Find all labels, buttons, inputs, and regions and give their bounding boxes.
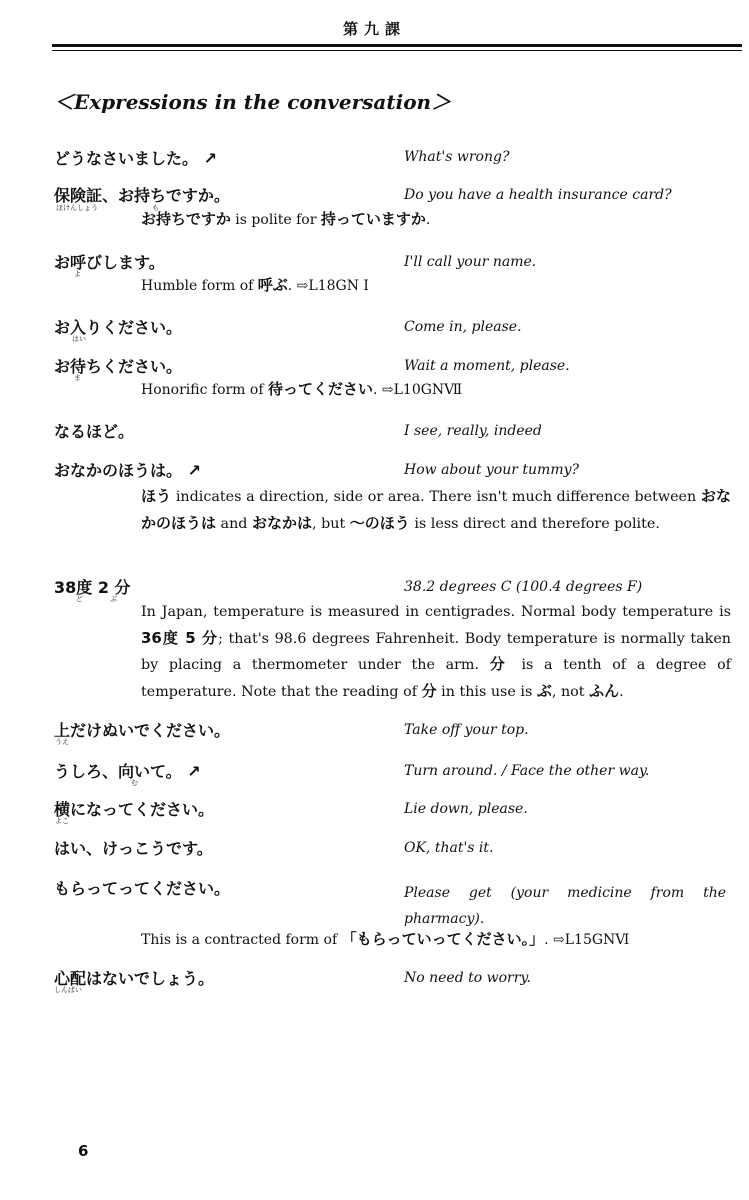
furigana: む — [131, 779, 138, 787]
expression-jp: 横になってください。 — [54, 800, 215, 819]
expression-note: This is a contracted form of 「もらっていってください。」. ⇨L15GNⅥ — [141, 930, 630, 948]
furigana: はい — [72, 335, 86, 343]
furigana: しんぱい — [54, 986, 82, 994]
header-rule-thick — [52, 44, 742, 47]
expression-jp: 上だけぬいでください。 — [54, 721, 231, 740]
expression-en: What's wrong? — [404, 149, 510, 165]
furigana: よこ — [55, 817, 69, 825]
expression-en: Take off your top. — [404, 722, 529, 738]
furigana: ぶ — [110, 595, 117, 603]
expression-en: Please get (your medicine from the pharmacy). — [404, 885, 726, 927]
header-rule-thin — [52, 50, 742, 51]
expression-en: How about your tummy? — [404, 462, 580, 478]
expression-en: OK, that's it. — [404, 840, 494, 856]
expression-jp: お待ちください。 — [54, 357, 183, 376]
expression-jp: お呼びします。 — [54, 253, 165, 272]
expression-jp: うしろ、向いて。 ↗ — [54, 762, 201, 781]
expression-note: Honorific form of 待ってください. ⇨L10GNⅦ — [141, 380, 463, 398]
expression-jp: はい、けっこうです。 — [54, 839, 213, 858]
expression-en: I'll call your name. — [404, 254, 537, 270]
chapter-header: 第九課 — [342, 20, 406, 38]
section-title: ＜Expressions in the conversation＞ — [54, 90, 452, 114]
expression-en: Turn around. / Face the other way. — [404, 763, 650, 779]
expression-note: お持ちですか is polite for 持っていますか. — [141, 210, 431, 228]
expression-en: Do you have a health insurance card? — [404, 187, 672, 203]
expression-jp: 38度 2 分 — [54, 578, 131, 597]
expression-jp: おなかのほうは。 ↗ — [54, 461, 201, 480]
expression-jp: なるほど。 — [54, 422, 135, 441]
furigana: よ — [74, 270, 81, 278]
expression-en: 38.2 degrees C (100.4 degrees F) — [404, 579, 643, 595]
furigana: ど — [76, 595, 83, 603]
furigana: ま — [74, 374, 81, 382]
expression-note: ほう indicates a direction, side or area. There isn't much difference between おなかのほうは and おなかは, but ～のほう is less direct and therefore polite. — [141, 487, 731, 532]
expression-jp: 保険証、お持ちですか。 — [54, 186, 230, 205]
expression-en: No need to worry. — [404, 970, 531, 986]
furigana: も — [152, 204, 159, 212]
page-number: 6 — [78, 1142, 89, 1160]
expression-jp: お入りください。 — [54, 318, 183, 337]
expression-note: In Japan, temperature is measured in centigrades. Normal body temperature is 36度 5 分; that's 98.6 degrees Fahrenheit. Body temperature is normally taken by placing a thermometer under the arm. 分 is a tenth of a degree of temperature. Note that the reading of 分 in this use is ぶ, not ふん. — [141, 604, 731, 700]
expression-en: Lie down, please. — [404, 801, 528, 817]
expression-note: Humble form of 呼ぶ. ⇨L18GN I — [141, 276, 369, 294]
expression-en: Come in, please. — [404, 319, 522, 335]
expression-en: I see, really, indeed — [404, 423, 542, 439]
expression-jp: どうなさいました。 ↗ — [54, 149, 217, 168]
furigana: ほけんしょう — [56, 204, 98, 212]
expression-en: Wait a moment, please. — [404, 358, 570, 374]
expression-jp: もらってってください。 — [54, 879, 231, 898]
furigana: うえ — [55, 738, 69, 746]
expression-jp: 心配はないでしょう。 — [54, 969, 215, 988]
